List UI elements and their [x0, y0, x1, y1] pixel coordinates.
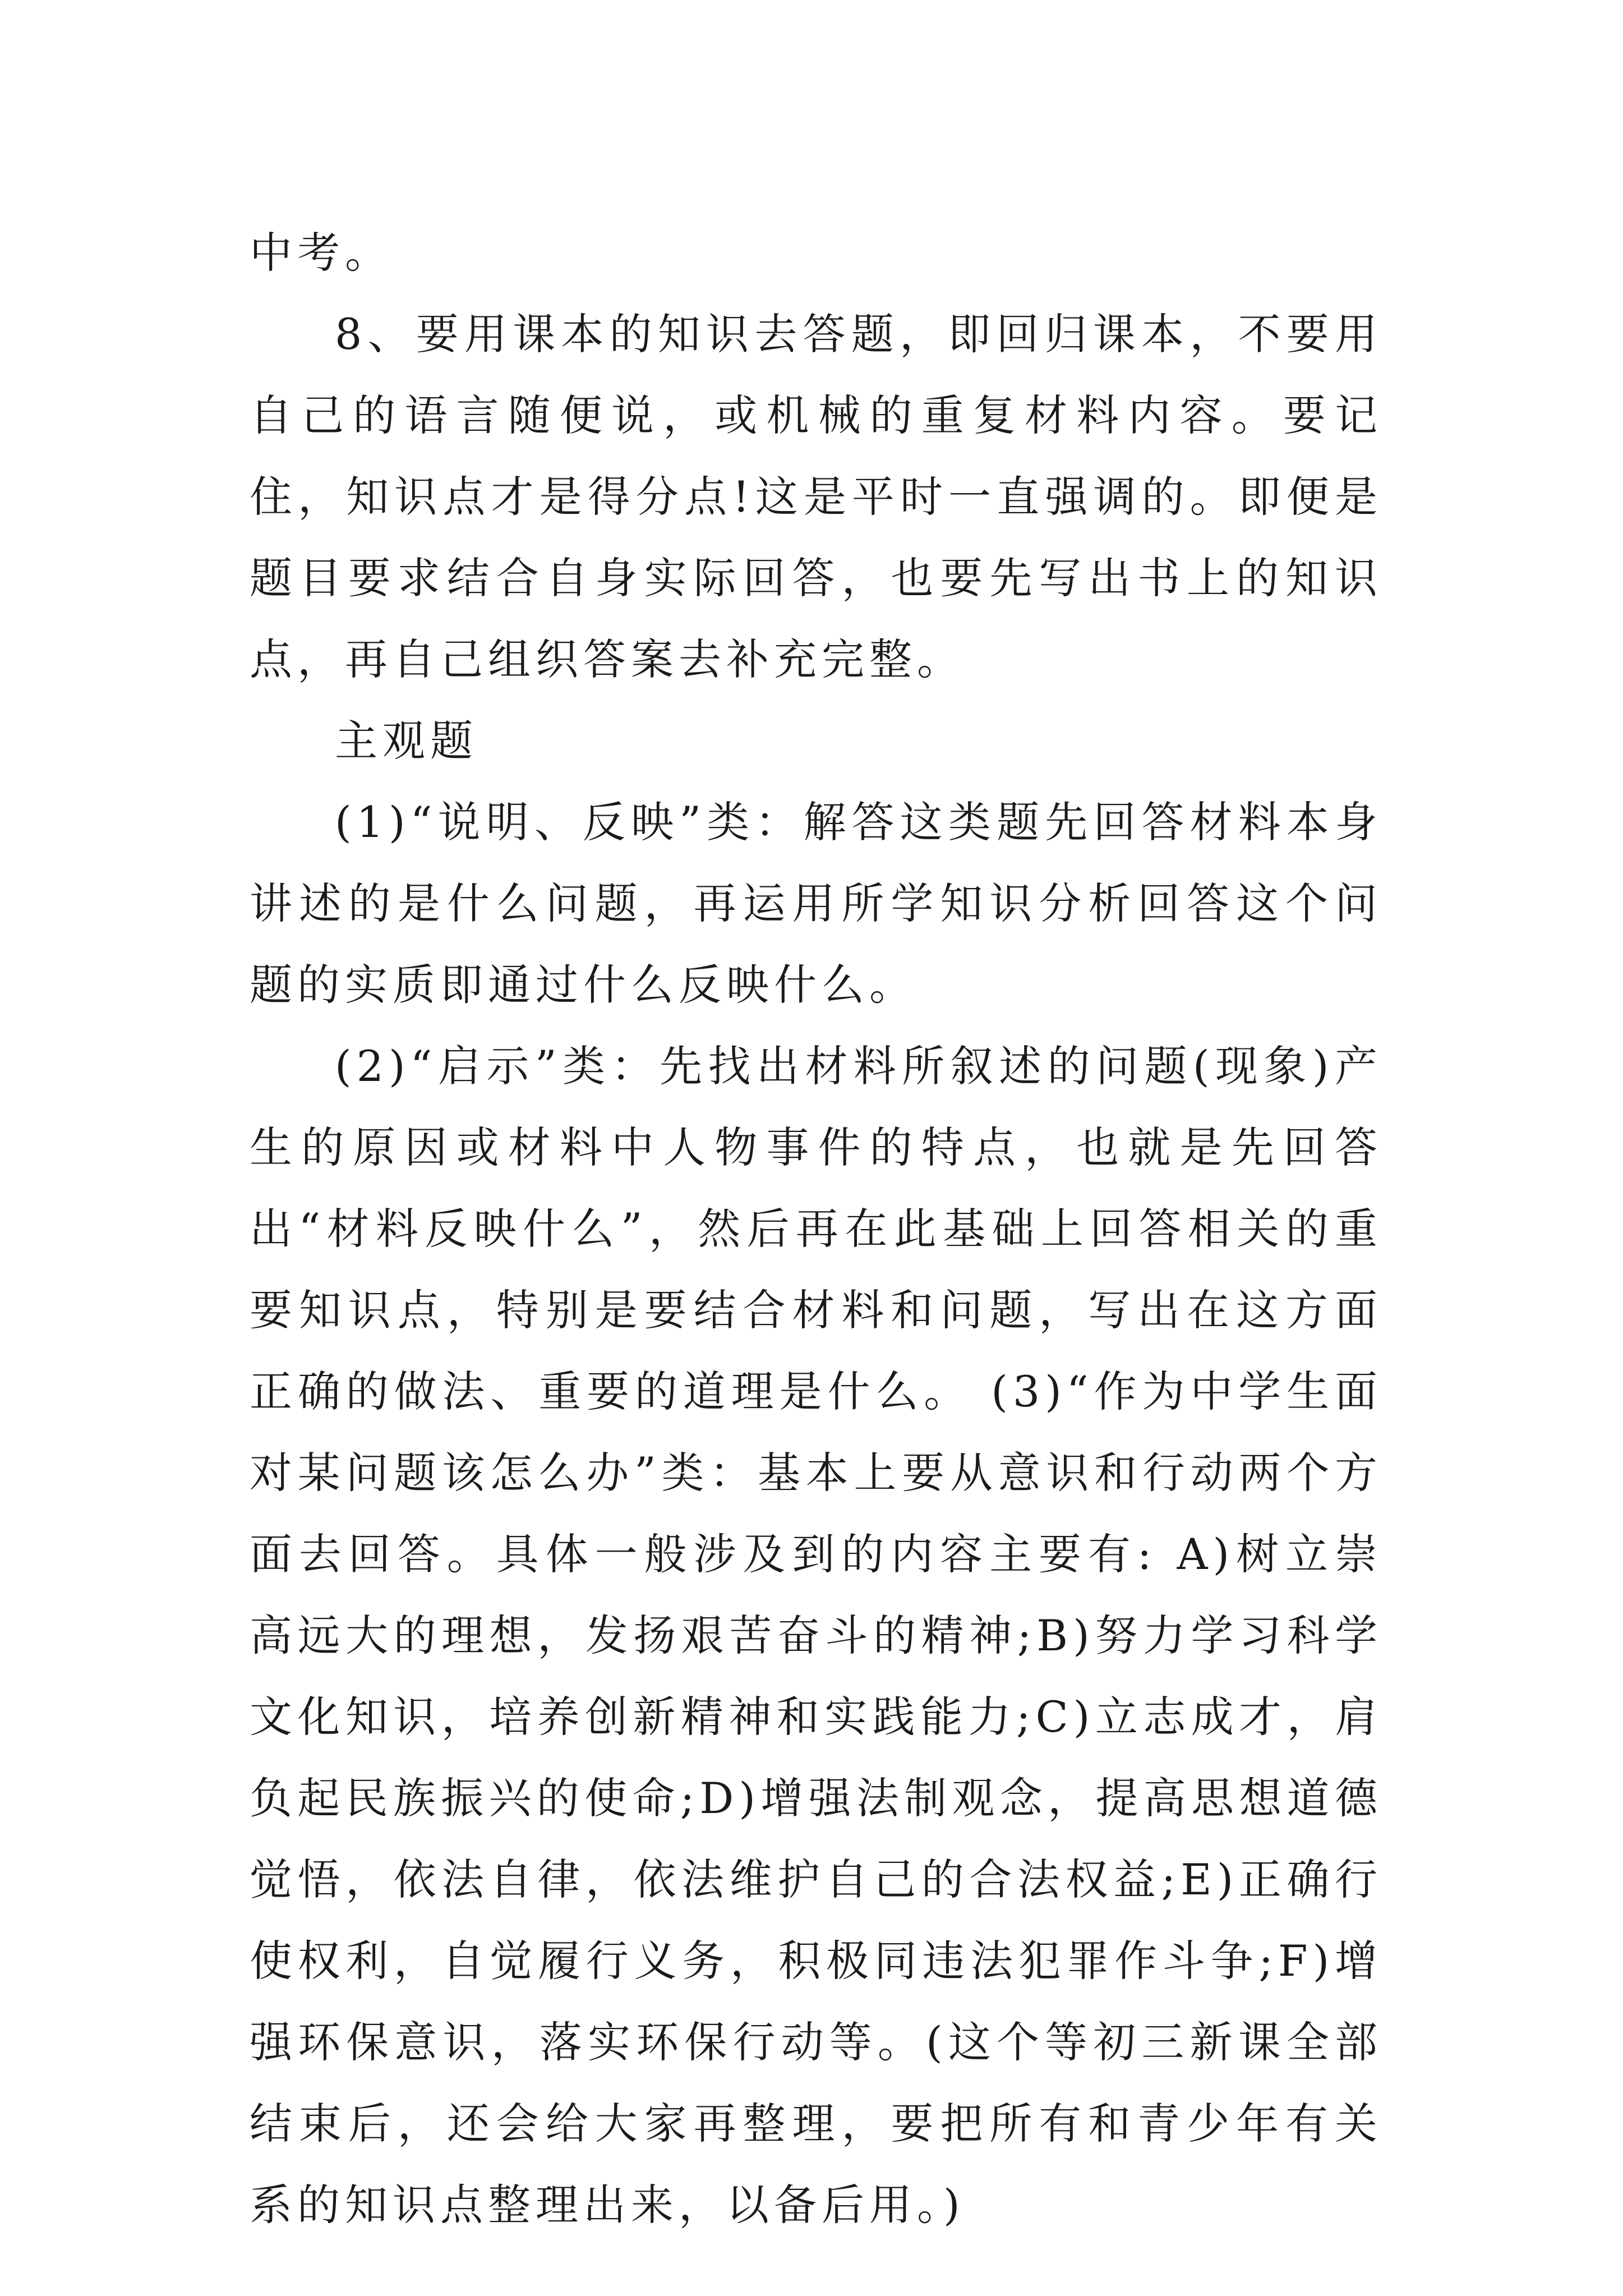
- section-heading-subjective: 主观题: [335, 716, 478, 766]
- paragraph-type-1: (1)“说明、反映”类：解答这类题先回答材料本身讲述的是什么问题，再运用所学知识分析回答这个问题的实质即通过什么反映什么。: [250, 797, 1382, 1010]
- paragraph-continuation: 中考。: [250, 228, 393, 278]
- paragraph-point-8: 8、要用课本的知识去答题，即回归课本，不要用自己的语言随便说，或机械的重复材料内容。要记住，知识点才是得分点!这是平时一直强调的。即便是题目要求结合自身实际回答，也要先写出书上的知识点，再自己组织答案去补充完整。: [250, 309, 1382, 684]
- document-page: [250, 212, 1382, 2246]
- paragraph-type-2-3: (2)“启示”类：先找出材料所叙述的问题(现象)产生的原因或材料中人物事件的特点，也就是先回答出“材料反映什么”，然后再在此基础上回答相关的重要知识点，特别是要结合材料和问题，写出在这方面正确的做法、重要的道理是什么。 (3)“作为中学生面对某问题该怎么办”类：基本上要从意识和行动两个方面去回答。具体一般涉及到的内容主要有: A)树立崇高远大的理想，发扬艰苦奋斗的精神;B)努力学习科学文化知识，培养创新精神和实践能力;C)立志成才，肩负起民族振兴的使命;D)增强法制观念，提高思想道德觉悟，依法自律，依法维护自己的合法权益;E)正确行使权利，自觉履行义务，积极同违法犯罪作斗争;F)增强环保意识，落实环保行动等。(这个等初三新课全部结束后，还会给大家再整理，要把所有和青少年有关系的知识点整理出来，以备后用。): [250, 1041, 1382, 2230]
